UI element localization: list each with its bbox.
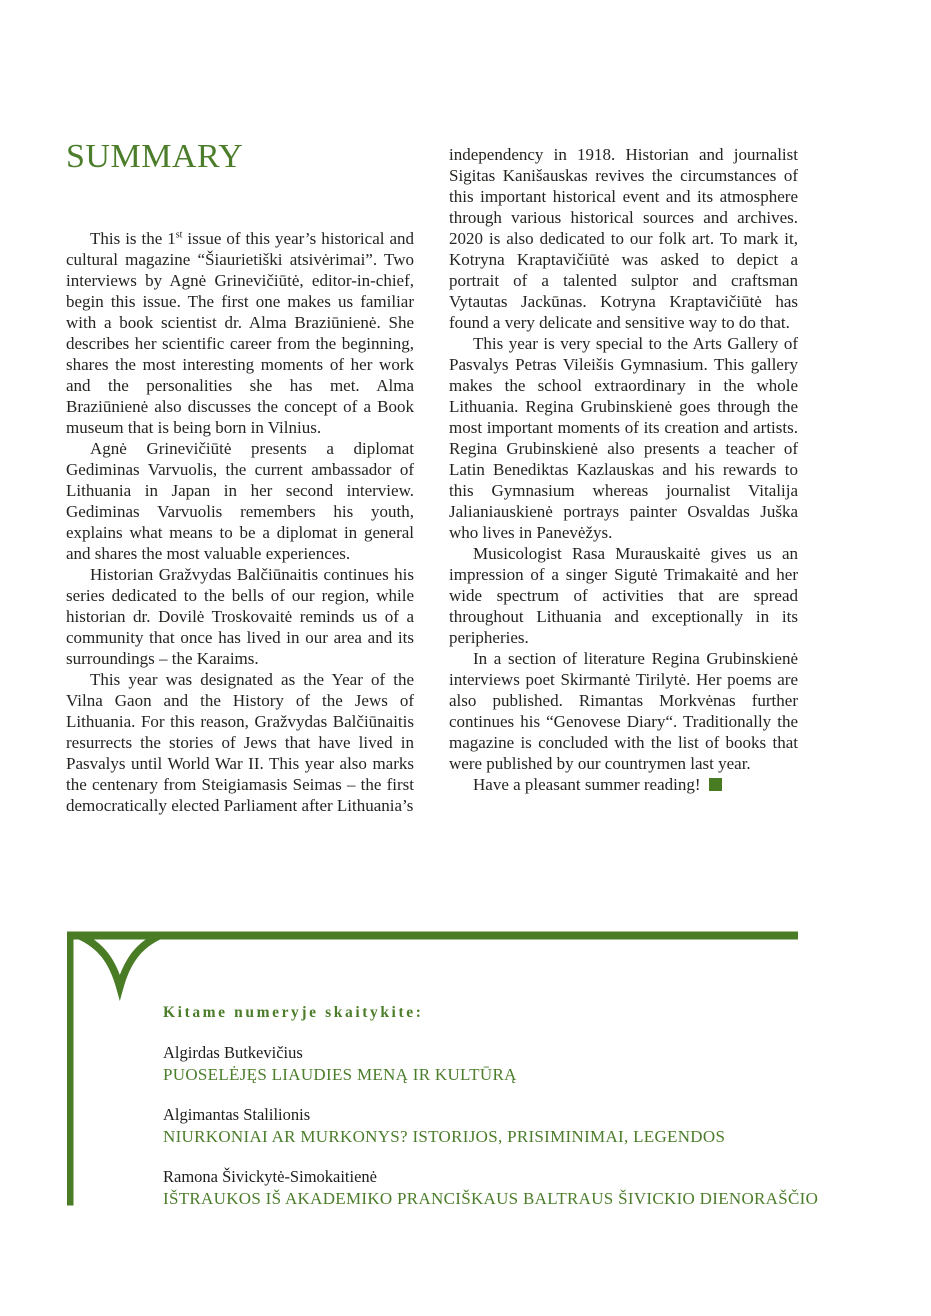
next-issue-item [163,1042,517,1086]
paragraph-literature: In a section of literature Regina Grubinskienė interviews poet Skirmantė Tirilytė. Her poems are also published. Rimantas Morkvėnas further continues his “Genovese Diary“. Traditionally the magazine is concluded with the list of books that were published by our countrymen last year. [449,649,798,773]
ordinal-superscript: st [175,229,183,241]
next-issue-item [163,1166,818,1210]
next-issue-title: IŠTRAUKOS IŠ AKADEMIKO PRANCIŠKAUS BALTRAUS ŠIVICKIO DIENORAŠČIO [163,1189,819,1208]
next-issue-title: PUOSELĖJĘS LIAUDIES MENĄ IR KULTŪRĄ [163,1065,517,1084]
ornament-left-rule [67,932,74,1206]
summary-left-column [66,228,414,816]
ornament-top-bar [67,932,798,940]
summary-right-column [449,144,798,795]
next-issue-item [163,1104,725,1148]
paragraph-intro [66,228,414,438]
paragraph-arts-gallery: This year is very special to the Arts Gallery of Pasvalys Petras Vileišis Gymnasium. This gallery makes the school extraordinary in the whole Lithuania. Regina Grubinskienė goes through the most important moments of its creation and artists. Regina Grubinskienė also presents a teacher of Latin Benediktas Kazlauskas and his rewards to this Gymnasium whereas journalist Vitalija Jalianiauskienė portrays painter Osvaldas Juška who lives in Panevėžys. [449,334,798,542]
next-issue-author: Algirdas Butkevičius [163,1043,303,1062]
paragraph-text: This is the 1 [90,229,176,248]
paragraph-independency: independency in 1918. Historian and journalist Sigitas Kanišauskas revives the circumstances of this important historical event and its atmosphere through various historical sources and archives. 2020 is also dedicated to our folk art. To mark it, Kotryna Kraptavičiūtė was asked to depict a portrait of a talented sulptor and craftsman Vytautas Jackūnas. Kotryna Kraptavičiūtė has found a very delicate and sensitive way to do that. [449,145,798,332]
next-issue-author: Algimantas Stalilionis [163,1105,311,1124]
paragraph-text: issue of this year’s historical and cultural magazine “Šiaurietiški atsivėrimai”. Two interviews by Agnė Grinevičiūtė, editor-in-chief, begin this issue. The first one makes us familiar with a book scientist dr. Alma Braziūnienė. She describes her scientific career from the beginning, shares the most interesting moments of her work and the personalities she has met. Alma Braziūnienė also discusses the concept of a Book museum that is being born in Vilnius. [66,229,414,437]
next-issue-title: NIURKONIAI AR MURKONYS? ISTORIJOS, PRISIMINIMAI, LEGENDOS [163,1127,726,1146]
closing-line [449,774,798,795]
ornament-v-curl [78,935,160,987]
next-issue-author: Ramona Šivickytė-Simokaitienė [163,1167,378,1186]
page-title: SUMMARY [66,138,244,175]
end-of-article-square-icon [709,778,722,791]
next-issue-heading: Kitame numeryje skaitykite: [163,1004,424,1021]
paragraph-musicologist: Musicologist Rasa Murauskaitė gives us an impression of a singer Sigutė Trimakaitė and her wide spectrum of activities that are spread throughout Lithuania and exceptionally in its peripheries. [449,544,798,647]
paragraph-bells-karaims: Historian Gražvydas Balčiūnaitis continues his series dedicated to the bells of our region, while historian dr. Dovilė Troskovaitė reminds us of a community that once has lived in our area and its surroundings – the Karaims. [66,565,414,668]
paragraph-diplomat: Agnė Grinevičiūtė presents a diplomat Gediminas Varvuolis, the current ambassador of Lithuania in Japan in her second interview. Gediminas Varvuolis remembers his youth, explains what means to be a diplomat in general and shares the most valuable experiences. [66,439,414,563]
paragraph-vilna-gaon: This year was designated as the Year of the Vilna Gaon and the History of the Jews of Lithuania. For this reason, Gražvydas Balčiūnaitis resurrects the stories of Jews that have lived in Pasvalys until World War II. This year also marks the centenary from Steigiamasis Seimas – the first democratically elected Parliament after Lithuania’s [66,670,414,815]
closing-text: Have a pleasant summer reading! [473,775,701,794]
